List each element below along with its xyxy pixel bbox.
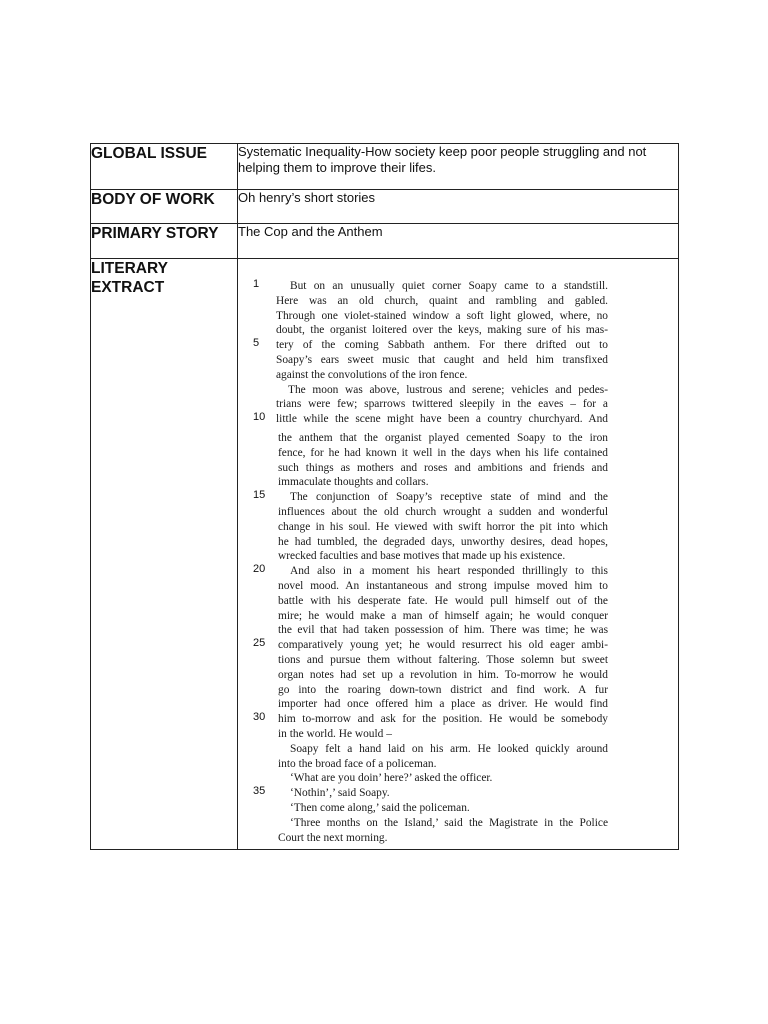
extract-line: ‘Then come along,’ said the policeman.: [290, 802, 470, 814]
extract-line: Here was an old church, quaint and rambling and gabled.: [276, 294, 608, 307]
primary-story-label: PRIMARY STORY: [91, 224, 238, 259]
extract-line: go into the roaring down-town district and find work. A fur: [278, 683, 608, 696]
extract-line: Court the next morning.: [278, 831, 388, 844]
extract-line: fence, for he had known it well in the days when his life contained: [278, 446, 608, 459]
extract-line: change in his soul. He viewed with swift horror the pit into which: [278, 520, 608, 533]
global-issue-row: [91, 144, 679, 190]
extract-line: he had tumbled, the degraded days, unworthy desires, dead hopes,: [278, 535, 608, 548]
extract-line: Through one violet-stained window a soft light glowed, where, no: [276, 309, 608, 322]
literary-extract-row: [91, 259, 679, 850]
line-number: 20: [253, 563, 266, 576]
line-number: 25: [253, 637, 266, 650]
extract-line: tery of the coming Sabbath anthem. For there drifted out to: [276, 339, 608, 352]
literary-extract-label: LITERARY EXTRACT: [91, 259, 238, 850]
body-of-work-value: Oh henry’s short stories: [238, 190, 679, 224]
extract-line: him to-morrow and ask for the position. He would be somebody: [278, 713, 608, 726]
extract-line: the evil that had taken possession of him. There was time; he was: [278, 624, 608, 637]
extract-line: And also in a moment his heart responded thrillingly to this: [290, 565, 608, 578]
story-analysis-table: [90, 143, 679, 850]
extract-line: tions and pursue them without faltering. Those solemn but sweet: [278, 654, 608, 666]
line-number: 10: [253, 411, 266, 424]
extract-line: ‘Three months on the Island,’ said the Magistrate in the Police: [290, 816, 608, 829]
extract-line: battle with his desperate fate. He would pull himself out of the: [278, 594, 608, 607]
body-of-work-row: [91, 190, 679, 224]
extract-line: mire; he would make a man of himself again; he would conquer: [278, 609, 608, 622]
extract-line: Soapy’s ears sweet music that caught and held him transfixed: [276, 354, 608, 366]
extract-line: influences about the old church wrought a sudden and wonderful: [278, 506, 608, 518]
primary-story-row: [91, 224, 679, 259]
global-issue-label: GLOBAL ISSUE: [91, 144, 238, 190]
extract-line: ‘What are you doin’ here?’ asked the officer.: [290, 772, 493, 785]
extract-line: The conjunction of Soapy’s receptive state of mind and the: [290, 491, 608, 504]
extract-line: little while the scene might have been a country churchyard. And: [276, 413, 608, 426]
extract-line: comparatively young yet; he would resurrect his old eager ambi-: [278, 639, 608, 652]
line-number: 35: [253, 785, 266, 798]
primary-story-value: The Cop and the Anthem: [238, 224, 679, 259]
extract-line: Soapy felt a hand laid on his arm. He looked quickly around: [290, 742, 608, 755]
extract-line: into the broad face of a policeman.: [278, 757, 437, 770]
extract-line: trians were few; sparrows twittered sleepily in the eaves – for a: [276, 398, 608, 411]
extract-line: The moon was above, lustrous and serene; vehicles and pedes-: [288, 383, 608, 396]
extract-line: ‘Nothin’,’ said Soapy.: [290, 787, 390, 800]
literary-extract-cell: [238, 259, 679, 850]
line-number: 5: [253, 337, 260, 350]
extract-line: the anthem that the organist played cemented Soapy to the iron: [278, 432, 608, 444]
extract-line: against the convolutions of the iron fence.: [276, 368, 468, 381]
extract-passage: [238, 259, 678, 849]
extract-line: immaculate thoughts and collars.: [278, 476, 429, 489]
line-number: 15: [253, 489, 266, 502]
line-number: 1: [253, 278, 260, 290]
extract-line: doubt, the organist loitered over the keys, making sure of his mas-: [276, 324, 608, 337]
extract-line: importer had once offered him a place as driver. He would find: [278, 698, 608, 711]
extract-line: such things as mothers and roses and ambitions and friends and: [278, 461, 608, 474]
extract-line: wrecked faculties and base motives that made up his existence.: [278, 550, 566, 563]
extract-line: organ notes had set up a revolution in him. To-morrow he would: [278, 668, 608, 681]
line-number: 30: [253, 711, 266, 724]
extract-line: novel mood. An instantaneous and strong impulse moved him to: [278, 580, 608, 592]
body-of-work-label: BODY OF WORK: [91, 190, 238, 224]
extract-line: But on an unusually quiet corner Soapy came to a standstill.: [290, 280, 608, 292]
extract-line: in the world. He would –: [278, 728, 392, 740]
global-issue-value: Systematic Inequality-How society keep poor people struggling and not helping them to improve their lifes.: [238, 144, 679, 190]
